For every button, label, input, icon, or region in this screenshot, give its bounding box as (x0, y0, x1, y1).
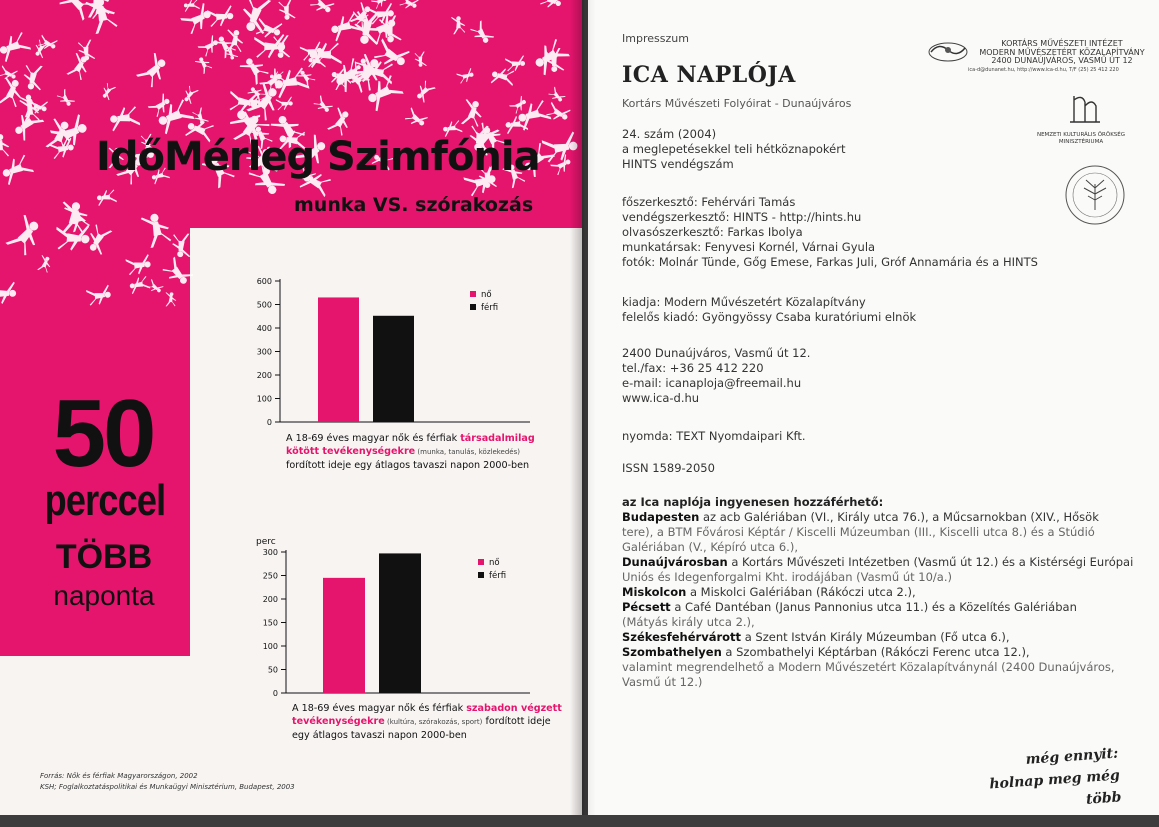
chart1-caption-c: (munka, tanulás, közlekedés) (415, 448, 520, 456)
contact-email: e-mail: icanaploja@freemail.hu (622, 376, 802, 390)
y-tick-label: 400 (256, 324, 272, 333)
issue-line: a meglepetésekkel teli hétköznapokért (622, 142, 846, 156)
legend-swatch (478, 559, 484, 565)
y-tick-label: 0 (272, 689, 278, 698)
y-tick-label: 0 (266, 418, 272, 427)
dancer-figure (133, 51, 172, 89)
dancer-figure (86, 285, 112, 306)
left-page (0, 0, 582, 815)
legend-label: férfi (481, 303, 499, 313)
venue-text: a Szombathelyi Képtárban (Rákóczi Ferenc utca 12.), (721, 645, 1030, 659)
staff-list (622, 195, 1038, 270)
dancer-figure (508, 95, 529, 114)
publisher-line: kiadja: Modern Művészetért Közalapítvány (622, 295, 866, 309)
dancer-figure (181, 84, 201, 105)
y-tick-label: 100 (256, 394, 272, 404)
dancer-figure (35, 254, 53, 274)
availability-line (622, 555, 1133, 570)
dancer-figure (161, 255, 195, 290)
dancer-figure (109, 106, 140, 132)
issn: ISSN 1589-2050 (622, 461, 715, 475)
dancer-figure (544, 99, 571, 125)
kmi-line: KORTÁRS MŰVÉSZETI INTÉZET (1001, 39, 1123, 48)
dancer-figure (415, 52, 427, 67)
legend-label: nő (481, 290, 492, 300)
availability-line (622, 675, 1133, 690)
issue-line: HINTS vendégszám (622, 157, 734, 171)
dancer-figure (403, 105, 429, 130)
right-page (588, 0, 1159, 815)
dancer-figure (0, 134, 9, 159)
staff-line: főszerkesztő: Fehérvári Tamás (622, 195, 796, 209)
signature-line: még ennyit: (1025, 745, 1119, 768)
availability-line (622, 570, 1133, 585)
y-tick-label: 50 (267, 665, 278, 675)
city-name: Miskolcon (622, 585, 687, 599)
dancer-figure (21, 63, 46, 92)
dancer-figure (451, 16, 465, 34)
source-line-1: Forrás: Nők és férfiak Magyarországon, 2002 (40, 772, 198, 780)
source-note (40, 771, 295, 793)
chart-work-time (230, 270, 530, 432)
availability-line (622, 540, 1133, 555)
dancer-figure (398, 0, 420, 12)
legend-swatch (478, 572, 484, 578)
kmi-address-block (969, 40, 1155, 66)
dancer-figure (370, 0, 388, 10)
availability-line (622, 525, 1133, 540)
venue-text: a Miskolci Galériában (Rákóczi utca 2.), (686, 585, 916, 599)
city-name: Dunaújvárosban (622, 555, 728, 569)
publisher-info (622, 295, 916, 325)
dancer-figure (458, 98, 486, 129)
chart1-caption-b: társadalmilag kötött tevékenységekre (286, 433, 535, 457)
dancer-figure (312, 94, 333, 116)
dancer-figure (530, 37, 572, 77)
dancer-figure (58, 0, 97, 23)
contact-website: www.ica-d.hu (622, 391, 700, 405)
dancer-figure (171, 232, 193, 258)
impressum-label: Impresszum (622, 32, 689, 45)
kmi-line: MODERN MŰVÉSZETÉRT KÖZALAPÍTVÁNY (979, 47, 1145, 57)
venue-text: Uniós és Idegenforgalmi Kht. irodájában (Vasmű út 10/a.) (622, 570, 952, 584)
dancer-figure (469, 19, 495, 47)
publisher-line: felelős kiadó: Gyöngyössy Csaba kuratóriumi elnök (622, 310, 917, 324)
availability-title: az Ica naplója ingyenesen hozzáférhető: (622, 495, 884, 509)
venue-text: Galériában (V., Képíró utca 6.), (622, 540, 798, 554)
dancer-figure (310, 43, 342, 68)
dancer-figure (49, 137, 75, 159)
venue-text: Vasmű út 12.) (622, 675, 703, 689)
availability-line (622, 660, 1133, 675)
dancer-figure (184, 0, 200, 12)
legend-swatch (470, 291, 476, 297)
signature-line: holnap meg még több (988, 767, 1122, 808)
dancer-figure (207, 5, 234, 27)
issue-info (622, 127, 845, 172)
dancer-figure (490, 65, 517, 88)
bar-fxrfi (379, 553, 421, 693)
printer-info: nyomda: TEXT Nyomdaipari Kft. (622, 429, 806, 443)
y-tick-label: 250 (262, 571, 278, 581)
venue-text: az acb Galériában (VI., Király utca 76.), a Műcsarnokban (XIV., Hősök (699, 510, 1099, 524)
bar-fxrfi (373, 316, 414, 422)
y-tick-label: 300 (262, 548, 278, 557)
dancer-figure (239, 53, 271, 86)
y-tick-label: 600 (256, 277, 272, 286)
availability-line (622, 645, 1133, 660)
dancer-figure (196, 34, 221, 57)
venue-text: a Café Dantéban (Janus Pannonius utca 11.) és a Közelítés Galériában (670, 600, 1077, 614)
availability-line (622, 585, 1133, 600)
staff-line: olvasószerkesztő: Farkas Ibolya (622, 225, 803, 239)
dancer-figure (278, 0, 296, 20)
contact-info (622, 346, 810, 406)
magazine-title: ICA NAPLÓJA (622, 62, 796, 88)
dancer-figure (456, 68, 475, 84)
bar-nx (323, 578, 365, 693)
availability-line (622, 600, 1133, 615)
handwritten-signature (958, 742, 1122, 815)
dancer-figure (0, 31, 32, 63)
big-unit: perccel (44, 476, 166, 525)
article-title: IdőMérleg Szimfónia (96, 134, 540, 180)
dancer-figure (55, 222, 91, 252)
dancer-figure (96, 189, 116, 206)
staff-line: vendégszerkesztő: HINTS - http://hints.hu (622, 210, 862, 224)
ministry-line: NEMZETI KULTURÁLIS ÖRÖKSÉG (1036, 132, 1126, 138)
venue-text: a Szent István Király Múzeumban (Fő utca 6.), (741, 630, 1010, 644)
chart2-caption-c: (kultúra, szórakozás, sport) (384, 718, 483, 726)
dancer-figure (547, 85, 566, 104)
big-more: TÖBB (55, 538, 153, 576)
availability-lines (622, 510, 1133, 690)
contact-phone: tel./fax: +36 25 412 220 (622, 361, 764, 375)
page-gutter (570, 0, 596, 815)
foundation-seal-icon (1064, 164, 1126, 226)
legend-label: férfi (489, 571, 507, 581)
big-number: 50 (52, 380, 154, 487)
kmi-logo-icon (927, 38, 969, 66)
dancer-figure (78, 39, 96, 60)
kmi-contact-small: ica-d@dunanet.hu, http://www.ica-d.hu, T/F (25) 25 412 220 (968, 67, 1119, 73)
dancer-figure (125, 254, 151, 275)
bar-nx (318, 297, 359, 422)
dancer-figure (140, 212, 172, 249)
ministry-name (1028, 132, 1134, 146)
chart2-caption-d: fordított ideje egy átlagos tavaszi napon 2000-ben (292, 716, 551, 741)
availability-line (622, 615, 1133, 630)
staff-line: fotók: Molnár Tünde, Gőg Emese, Farkas Juli, Gróf Annamária és a HINTS (622, 255, 1038, 269)
venue-text: valamint megrendelhető a Modern Művészetért Közalapítványnál (2400 Dunaújváros, (622, 660, 1115, 674)
big-daily: naponta (53, 580, 155, 611)
venue-text: tere), a BTM Fővárosi Képtár / Kiscelli Múzeumban (III., Kiscelli utca 8.) és a Stúdió (622, 525, 1095, 539)
dancer-figure (273, 67, 310, 99)
city-name: Szombathelyen (622, 645, 722, 659)
y-tick-label: 200 (262, 595, 278, 604)
dancer-figure (164, 292, 178, 308)
city-name: Pécsett (622, 600, 671, 614)
contact-address: 2400 Dunaújváros, Vasmű út 12. (622, 346, 811, 360)
scan-bottom-edge (0, 815, 1159, 827)
dancer-figure (276, 96, 293, 110)
dancer-figure (0, 154, 35, 186)
city-name: Székesfehérvárott (622, 630, 742, 644)
kmi-line: 2400 DUNAÚJVÁROS, VASMŰ ÚT 12 (991, 56, 1133, 65)
ministry-line: MINISZTÉRIUMA (1058, 139, 1104, 145)
dancer-figure (31, 38, 51, 59)
dancer-figure (2, 213, 47, 259)
y-tick-label: 100 (262, 642, 278, 651)
dancer-figure (413, 79, 438, 104)
y-axis-label: perc (256, 537, 276, 547)
legend-label: nő (489, 558, 500, 568)
city-name: Budapesten (622, 510, 700, 524)
chart-leisure-time (230, 530, 530, 702)
dancer-figure (254, 15, 284, 42)
y-tick-label: 150 (262, 618, 278, 628)
chart1-caption-a: A 18-69 éves magyar nők és férfiak (286, 433, 461, 444)
legend-swatch (470, 304, 476, 310)
dancer-figure (99, 82, 118, 101)
ministry-logo-icon (1068, 92, 1102, 128)
venue-text: a Kortárs Művészeti Intézetben (Vasmű út 12.) és a Kistérségi Európai (727, 555, 1134, 569)
chart2-caption (292, 702, 562, 742)
availability-list (622, 495, 1133, 690)
issue-line: 24. szám (2004) (622, 127, 717, 141)
availability-line (622, 630, 1133, 645)
chart1-caption-d: fordított ideje egy átlagos tavaszi napon 2000-ben (286, 460, 530, 471)
dancer-figure (308, 0, 335, 17)
source-line-2: KSH; Foglalkoztatáspolitikai és Munkaügyi Minisztérium, Budapest, 2003 (40, 783, 295, 791)
article-subtitle: munka VS. szórakozás (294, 194, 534, 216)
dancer-figure (0, 76, 26, 110)
dancer-figure (505, 55, 525, 71)
venue-text: (Mátyás király utca 2.), (622, 615, 755, 629)
magazine-subtitle: Kortárs Művészeti Folyóirat - Dunaújváros (622, 97, 852, 110)
dancer-figure (64, 52, 93, 83)
y-tick-label: 200 (256, 371, 272, 380)
dancer-figure (56, 88, 76, 109)
dancer-figure (192, 107, 210, 127)
staff-line: munkatársak: Fenyvesi Kornél, Várnai Gyula (622, 240, 876, 254)
chart1-caption (286, 432, 544, 472)
dancer-figure (538, 0, 564, 12)
dancer-figure (194, 55, 213, 75)
availability-line (622, 510, 1133, 525)
dancer-figure (0, 282, 16, 305)
y-tick-label: 300 (256, 347, 272, 357)
chart2-caption-a: A 18-69 éves magyar nők és férfiak (292, 703, 467, 714)
y-tick-label: 500 (256, 300, 272, 310)
chart2-caption-b: szabadon végzett tevékenységekre (292, 703, 562, 727)
dancer-figure (129, 276, 151, 295)
